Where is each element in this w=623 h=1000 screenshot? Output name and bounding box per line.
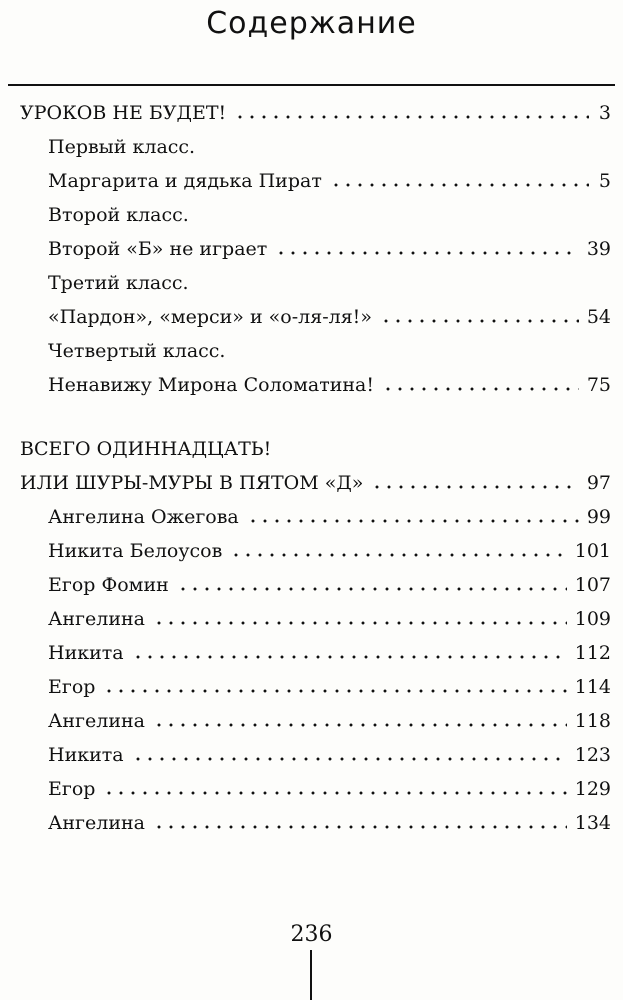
leader-dots bbox=[234, 115, 589, 119]
leader-dots bbox=[153, 825, 567, 829]
toc-entry-page: 5 bbox=[598, 170, 611, 192]
toc-entry-title: Ангелина bbox=[48, 710, 145, 732]
page-number: 236 bbox=[290, 922, 333, 947]
toc-entry[interactable] bbox=[48, 698, 611, 732]
toc-entry-title: Четвертый класс. bbox=[48, 340, 226, 362]
toc-entry-title: Третий класс. bbox=[48, 272, 189, 294]
leader-dots bbox=[103, 791, 566, 795]
toc-entry-page: 39 bbox=[586, 238, 611, 260]
toc-entry-title: Егор Фомин bbox=[48, 574, 169, 596]
toc-entry-page: 54 bbox=[586, 306, 611, 328]
leader-dots bbox=[132, 655, 567, 659]
toc-entry-title: УРОКОВ НЕ БУДЕТ! bbox=[20, 102, 227, 124]
toc-entry[interactable] bbox=[48, 664, 611, 698]
toc-entry-page: 97 bbox=[586, 472, 611, 494]
toc-entry-page: 107 bbox=[574, 574, 611, 596]
leader-dots bbox=[230, 553, 566, 557]
toc-entry-page: 134 bbox=[574, 812, 611, 834]
toc-entry[interactable] bbox=[48, 226, 611, 260]
toc-entry[interactable] bbox=[48, 800, 611, 834]
toc-entry[interactable] bbox=[48, 362, 611, 396]
toc-entry bbox=[48, 124, 611, 158]
toc-entry[interactable] bbox=[48, 294, 611, 328]
toc-entry-page: 112 bbox=[574, 642, 611, 664]
toc-entry[interactable] bbox=[48, 158, 611, 192]
page-title: Содержание bbox=[206, 6, 417, 41]
leader-dots bbox=[177, 587, 567, 591]
page-edge-mark bbox=[310, 950, 312, 1000]
toc-entry-page: 118 bbox=[574, 710, 611, 732]
toc-entry-title: Ангелина bbox=[48, 608, 145, 630]
toc-entry[interactable] bbox=[48, 562, 611, 596]
toc-entry-page: 101 bbox=[574, 540, 611, 562]
toc-entry-page: 109 bbox=[574, 608, 611, 630]
toc-entry-title: Ангелина Ожегова bbox=[48, 506, 239, 528]
leader-dots bbox=[380, 319, 579, 323]
toc-entry[interactable] bbox=[48, 630, 611, 664]
leader-dots bbox=[153, 723, 567, 727]
toc-entry bbox=[48, 192, 611, 226]
toc-entry bbox=[48, 260, 611, 294]
toc-entry[interactable] bbox=[48, 494, 611, 528]
leader-dots bbox=[275, 251, 579, 255]
toc-entry[interactable] bbox=[48, 766, 611, 800]
header-rule bbox=[8, 84, 615, 86]
leader-dots bbox=[371, 485, 578, 489]
toc-entry-title: Егор bbox=[48, 676, 96, 698]
toc-entry-title: Никита Белоусов bbox=[48, 540, 223, 562]
toc-entry-title: ВСЕГО ОДИННАДЦАТЬ! bbox=[20, 438, 272, 460]
leader-dots bbox=[132, 757, 567, 761]
toc-entry[interactable] bbox=[48, 596, 611, 630]
leader-dots bbox=[382, 387, 579, 391]
toc-entry-title: Первый класс. bbox=[48, 136, 196, 158]
toc-entry[interactable] bbox=[48, 732, 611, 766]
toc-entry-title: Егор bbox=[48, 778, 96, 800]
leader-dots bbox=[103, 689, 566, 693]
toc-entry-page: 75 bbox=[586, 374, 611, 396]
leader-dots bbox=[153, 621, 567, 625]
toc-entry-page: 3 bbox=[598, 102, 611, 124]
toc-entry-title: Никита bbox=[48, 642, 124, 664]
toc-entry-page: 114 bbox=[574, 676, 611, 698]
toc-entry-title: Ангелина bbox=[48, 812, 145, 834]
toc-entry-title: Никита bbox=[48, 744, 124, 766]
toc-entry bbox=[48, 328, 611, 362]
toc-entry[interactable] bbox=[48, 528, 611, 562]
toc-entry[interactable] bbox=[20, 90, 611, 124]
toc-entry-page: 99 bbox=[586, 506, 611, 528]
toc-entry-title: «Пардон», «мерси» и «о-ля-ля!» bbox=[48, 306, 372, 328]
toc-entry-title: Ненавижу Мирона Соломатина! bbox=[48, 374, 375, 396]
toc-entry-page: 129 bbox=[574, 778, 611, 800]
leader-dots bbox=[247, 519, 579, 523]
leader-dots bbox=[330, 183, 589, 187]
toc-entry-title: Второй класс. bbox=[48, 204, 189, 226]
toc-entry-title: Второй «Б» не играет bbox=[48, 238, 268, 260]
toc-entry-title: Маргарита и дядька Пират bbox=[48, 170, 322, 192]
toc-entry-page: 123 bbox=[574, 744, 611, 766]
toc-entry[interactable] bbox=[20, 460, 611, 494]
toc-entry-title: ИЛИ ШУРЫ-МУРЫ В ПЯТОМ «Д» bbox=[20, 472, 364, 494]
toc-entry bbox=[20, 426, 611, 460]
